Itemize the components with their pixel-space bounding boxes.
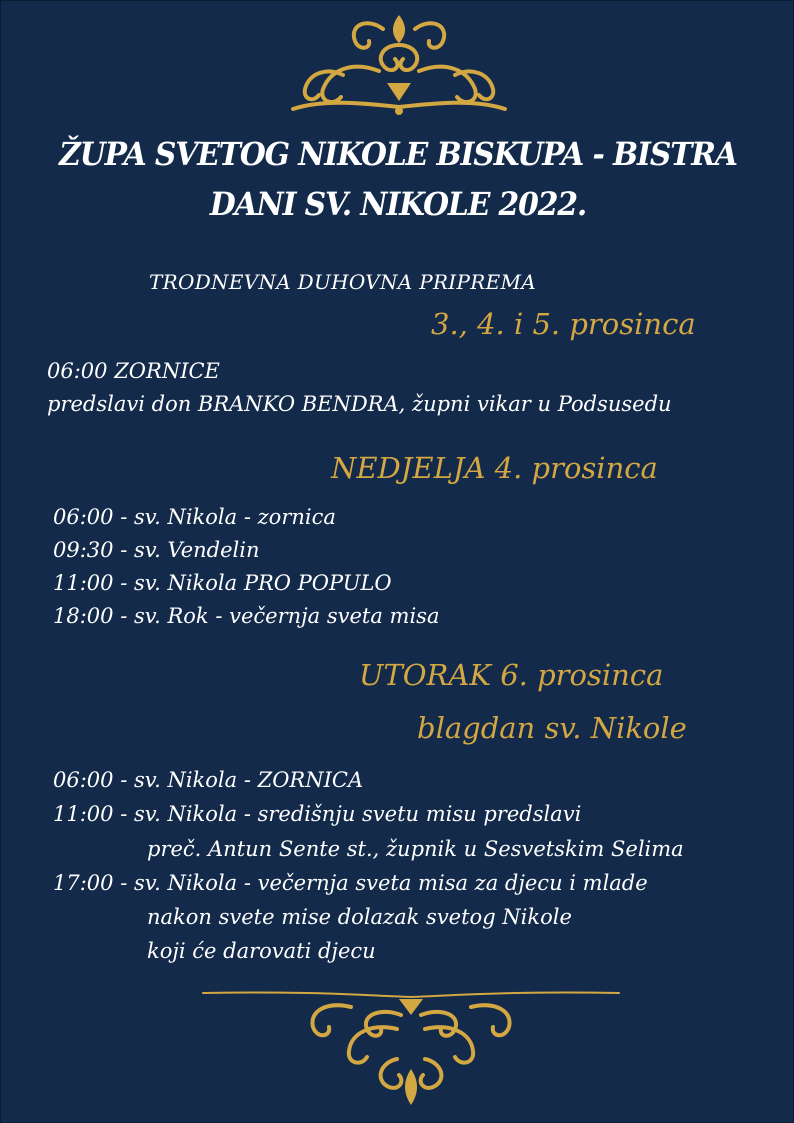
gold-filigree-ornament-icon bbox=[283, 11, 515, 121]
preparation-dates: 3., 4. i 5. prosinca bbox=[431, 307, 696, 341]
schedule-item: 09:30 - sv. Vendelin bbox=[53, 538, 260, 562]
schedule-item: 06:00 - sv. Nikola - zornica bbox=[53, 505, 336, 529]
preparation-time: 06:00 ZORNICE bbox=[47, 359, 220, 383]
schedule-item: 17:00 - sv. Nikola - večernja sveta misa za djecu i mlade bbox=[53, 871, 648, 895]
schedule-item: 11:00 - sv. Nikola - središnju svetu misu predslavi bbox=[53, 802, 582, 826]
schedule-item: 06:00 - sv. Nikola - ZORNICA bbox=[53, 768, 364, 792]
preparation-heading: TRODNEVNA DUHOVNA PRIPREMA bbox=[149, 270, 537, 294]
schedule-item-continuation: koji će darovati djecu bbox=[147, 939, 376, 963]
schedule-item: 11:00 - sv. Nikola PRO POPULO bbox=[53, 571, 392, 595]
schedule-item: 18:00 - sv. Rok - večernja sveta misa bbox=[53, 604, 440, 628]
tuesday-subheading: blagdan sv. Nikole bbox=[417, 711, 687, 745]
page-subtitle: DANI SV. NIKOLE 2022. bbox=[209, 185, 587, 223]
sunday-heading: NEDJELJA 4. prosinca bbox=[331, 451, 658, 485]
gold-filigree-divider-ornament-icon bbox=[201, 989, 621, 1109]
tuesday-heading: UTORAK 6. prosinca bbox=[359, 658, 664, 692]
preparation-celebrant: predslavi don BRANKO BENDRA, župni vikar u Podsusedu bbox=[47, 392, 672, 416]
page-title: ŽUPA SVETOG NIKOLE BISKUPA - BISTRA bbox=[59, 135, 737, 173]
schedule-item-continuation: nakon svete mise dolazak svetog Nikole bbox=[147, 905, 572, 929]
schedule-item-continuation: preč. Antun Sente st., župnik u Sesvetskim Selima bbox=[147, 837, 684, 861]
